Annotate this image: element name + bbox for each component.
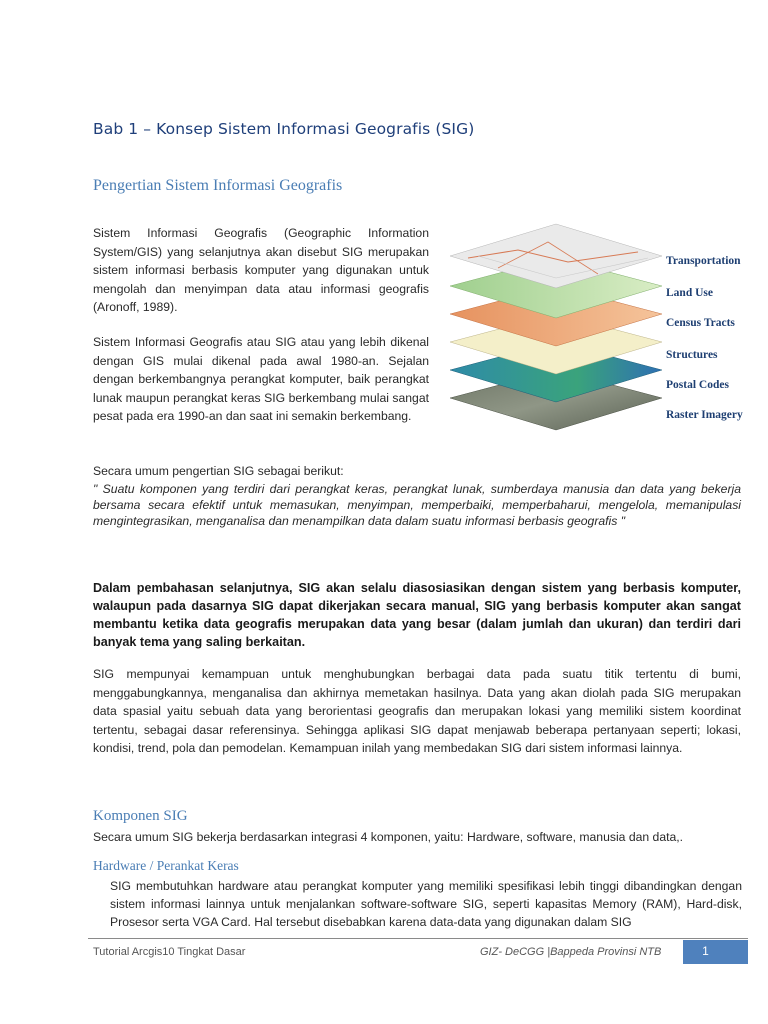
chapter-heading: Bab 1 – Konsep Sistem Informasi Geografis (SIG): [93, 120, 475, 138]
label-structures: Structures: [666, 349, 718, 361]
footer-left-text: Tutorial Arcgis10 Tingkat Dasar: [93, 946, 246, 958]
paragraph-components: Secara umum SIG bekerja berdasarkan integrasi 4 komponen, yaitu: Hardware, software, manusia dan data,.: [93, 830, 684, 844]
subsection-title-hardware: Hardware / Perankat Keras: [93, 858, 239, 873]
section-title-komponen: Komponen SIG: [93, 808, 188, 824]
paragraph-history: Sistem Informasi Geografis atau SIG atau yang lebih dikenal dengan GIS mulai dikenal pada awal 1980-an. Sejalan dengan berkembangnya perangkat komputer, baik perangkat lunak maupun perangkat keras SIG berkembang mulai sangat pesat pada era 1990-an dan saat ini semakin berkembang.: [93, 335, 429, 423]
page-number: 1: [702, 944, 709, 958]
label-land-use: Land Use: [666, 287, 713, 299]
label-raster-imagery: Raster Imagery: [666, 409, 743, 421]
label-transportation: Transportation: [666, 255, 741, 267]
paragraph-capabilities: SIG mempunyai kemampuan untuk menghubungkan berbagai data pada suatu titik tertentu di bumi, menggabungkannya, menganalisa dan akhirnya memetakan hasilnya. Data yang akan diolah pada SIG merupakan data spasial yaitu sebuah data yang berorientasi geografis dan merupakan lokasi yang memiliki sistem koordinat tertentu, sebagai dasar referensinya. Sehingga aplikasi SIG dapat menjawab beberapa pertanyaan seperti; lokasi, kondisi, trend, pola dan pemodelan. Kemampuan inilah yang membedakan SIG dari sistem informasi lainnya.: [93, 667, 741, 755]
label-census-tracts: Census Tracts: [666, 317, 735, 329]
definition-quote: " Suatu komponen yang terdiri dari perangkat keras, perangkat lunak, sumberdaya manusia dan data yang bekerja bersama secara efektif untuk memasukan, menyimpan, memperbaiki, memperbaharui, mengelola, memanipulasi mengintegrasikan, menganalisa dan menampilkan data dalam suatu informasi berbasis geografis ": [93, 482, 741, 528]
paragraph-definition: Sistem Informasi Geografis (Geographic Information System/GIS) yang selanjutnya akan disebut SIG merupakan sistem informasi berbasis komputer yang digunakan untuk mengolah dan menyimpan data atau informasi geografis (Aronoff, 1989).: [93, 226, 429, 314]
paragraph-intro-definition: Secara umum pengertian SIG sebagai berikut:: [93, 464, 344, 478]
paragraph-computer-based: Dalam pembahasan selanjutnya, SIG akan selalu diasosiasikan dengan sistem yang berbasis komputer, walaupun pada dasarnya SIG dapat dikerjakan secara manual, SIG yang berbasis komputer akan sangat membantu ketika data geografis merupakan data yang besar (dalam jumlah dan ukuran) dan terdiri dari banyak tema yang saling berkaitan.: [93, 581, 741, 649]
footer-divider: [88, 938, 748, 939]
footer-right-text: GIZ- DeCGG |Bappeda Provinsi NTB: [480, 946, 662, 958]
paragraph-hardware: SIG membutuhkan hardware atau perangkat komputer yang memiliki spesifikasi lebih tinggi dibandingkan dengan sistem informasi lainnya untuk menjalankan software-software SIG, seperti kapasitas Memory (RAM), Hard-disk, Prosesor serta VGA Card. Hal tersebut disebabkan karena data-data yang digunakan dalam SIG: [110, 879, 742, 929]
label-postal-codes: Postal Codes: [666, 379, 729, 391]
section-title-pengertian: Pengertian Sistem Informasi Geografis: [93, 177, 343, 194]
gis-layers-figure: [438, 212, 758, 452]
